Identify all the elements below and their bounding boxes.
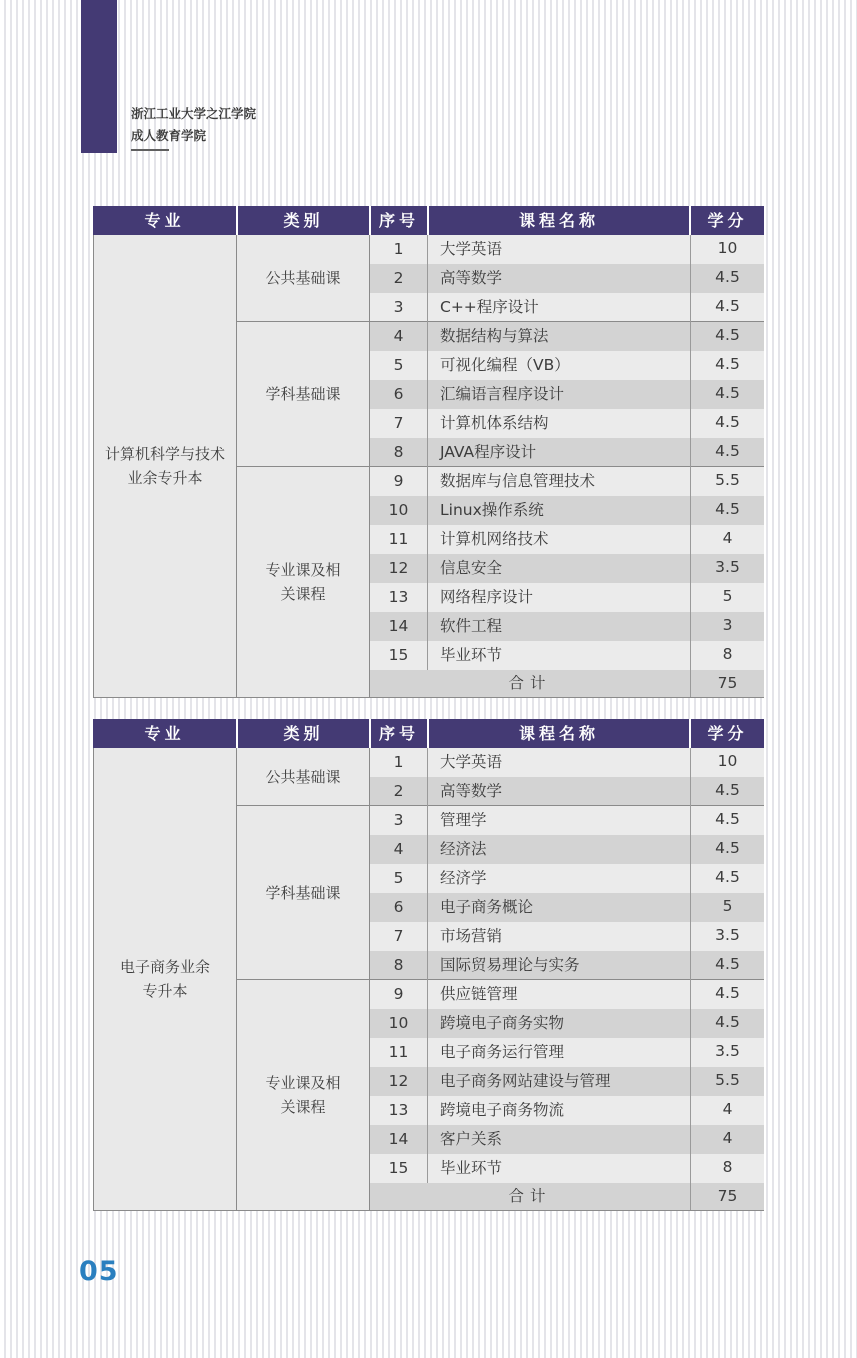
course-name: 经济学 — [440, 869, 487, 887]
course-credit: 8 — [690, 641, 764, 670]
total-credit: 75 — [690, 670, 764, 697]
category-cell — [237, 235, 370, 322]
course-number: 12 — [370, 1067, 428, 1096]
table-body — [93, 235, 764, 698]
category-name-line: 关课程 — [280, 1098, 326, 1116]
header-category: 类别 — [283, 211, 324, 230]
table-row — [370, 525, 764, 554]
major-name-line: 电子商务业余 — [119, 958, 210, 976]
table-row — [370, 409, 764, 438]
course-credit: 3.5 — [690, 554, 764, 583]
course-credit: 4.5 — [690, 835, 764, 864]
course-name: 大学英语 — [440, 240, 503, 258]
major-text — [120, 955, 210, 1003]
course-credit: 10 — [690, 235, 764, 264]
course-credit: 10 — [690, 748, 764, 777]
header-major: 专业 — [144, 724, 185, 743]
course-credit: 3 — [690, 612, 764, 641]
college-name: 成人教育学院 — [131, 128, 207, 143]
header-course: 课程名称 — [518, 211, 599, 230]
course-number: 1 — [370, 748, 428, 777]
category-name-line: 公共基础课 — [265, 269, 341, 287]
course-number: 7 — [370, 922, 428, 951]
course-credit: 4 — [690, 1096, 764, 1125]
course-credit: 5.5 — [690, 467, 764, 496]
course-number: 15 — [370, 641, 428, 670]
table-row — [370, 467, 764, 496]
category-name-line: 学科基础课 — [265, 883, 341, 902]
category-cell — [237, 806, 370, 980]
course-credit: 4.5 — [690, 777, 764, 806]
total-label: 合计 — [508, 1187, 552, 1205]
course-name: JAVA程序设计 — [440, 443, 537, 461]
course-table-2 — [93, 719, 764, 1211]
table-row — [370, 235, 764, 264]
course-number: 1 — [370, 235, 428, 264]
course-credit: 4.5 — [690, 496, 764, 525]
header-major: 专业 — [144, 211, 185, 230]
table-row — [370, 322, 764, 351]
course-name: C++程序设计 — [440, 298, 539, 316]
course-credit: 4.5 — [690, 806, 764, 835]
table-row — [370, 980, 764, 1009]
category-text — [265, 558, 340, 606]
course-name: 经济法 — [440, 840, 487, 858]
course-number: 11 — [370, 525, 428, 554]
course-credit: 8 — [690, 1154, 764, 1183]
table-row — [370, 1038, 764, 1067]
course-name: 跨境电子商务物流 — [440, 1101, 565, 1119]
course-number: 13 — [370, 583, 428, 612]
table-body — [93, 748, 764, 1211]
course-credit: 4.5 — [690, 438, 764, 467]
major-cell — [94, 235, 237, 697]
header-rule — [131, 149, 169, 151]
course-name: 管理学 — [440, 811, 487, 829]
category-name-line: 专业课及相 — [265, 561, 341, 579]
header-credit: 学分 — [707, 724, 748, 743]
course-name: 国际贸易理论与实务 — [440, 956, 580, 974]
table-row — [370, 1096, 764, 1125]
table-row — [370, 748, 764, 777]
course-number: 12 — [370, 554, 428, 583]
table-row — [370, 264, 764, 293]
course-credit: 4.5 — [690, 864, 764, 893]
course-credit: 3.5 — [690, 922, 764, 951]
course-number: 13 — [370, 1096, 428, 1125]
course-name: 电子商务运行管理 — [440, 1043, 565, 1061]
category-name-line: 学科基础课 — [265, 385, 341, 403]
course-number: 10 — [370, 1009, 428, 1038]
table-row — [370, 922, 764, 951]
course-name: 数据结构与算法 — [440, 327, 549, 345]
course-credit: 3.5 — [690, 1038, 764, 1067]
course-credit: 4.5 — [690, 1009, 764, 1038]
header-credit: 学分 — [707, 211, 748, 230]
course-name: 市场营销 — [440, 927, 503, 945]
major-name-line: 专升本 — [142, 982, 188, 1000]
course-name: 供应链管理 — [440, 985, 518, 1003]
course-number: 4 — [370, 322, 428, 351]
course-number: 15 — [370, 1154, 428, 1183]
course-number: 11 — [370, 1038, 428, 1067]
course-name: 毕业环节 — [440, 646, 503, 664]
course-credit: 4.5 — [690, 264, 764, 293]
table-row — [370, 380, 764, 409]
category-text — [265, 1071, 340, 1119]
table-row — [370, 554, 764, 583]
table-row — [370, 951, 764, 980]
course-number: 2 — [370, 264, 428, 293]
table-row — [370, 835, 764, 864]
course-name: 毕业环节 — [440, 1159, 503, 1177]
category-text — [265, 382, 340, 406]
category-text — [265, 765, 340, 789]
total-label: 合计 — [508, 674, 552, 692]
major-text — [105, 442, 225, 490]
course-credit: 4 — [690, 525, 764, 554]
table-row — [370, 1125, 764, 1154]
course-credit: 4.5 — [690, 951, 764, 980]
total-credit: 75 — [690, 1183, 764, 1210]
category-cell — [237, 748, 370, 806]
course-credit: 4.5 — [690, 293, 764, 322]
table-row — [370, 438, 764, 467]
page-number: 05 — [79, 1256, 119, 1287]
header-side-bar — [81, 0, 117, 153]
course-number: 8 — [370, 951, 428, 980]
course-name: 网络程序设计 — [440, 588, 534, 606]
table-row — [370, 351, 764, 380]
course-credit: 5 — [690, 893, 764, 922]
course-number: 6 — [370, 380, 428, 409]
school-name: 浙江工业大学之江学院 — [131, 106, 257, 121]
course-number: 4 — [370, 835, 428, 864]
course-name: 高等数学 — [440, 269, 503, 287]
header-no: 序号 — [378, 724, 419, 743]
total-row — [370, 1183, 764, 1210]
course-name: 可视化编程（VB） — [440, 356, 570, 374]
course-name: 信息安全 — [440, 559, 503, 577]
course-number: 3 — [370, 806, 428, 835]
course-name: 大学英语 — [440, 753, 503, 771]
course-number: 6 — [370, 893, 428, 922]
course-number: 2 — [370, 777, 428, 806]
table-row — [370, 1009, 764, 1038]
course-name: 计算机体系结构 — [440, 414, 549, 432]
table-row — [370, 777, 764, 806]
course-table-1 — [93, 206, 764, 698]
course-number: 9 — [370, 467, 428, 496]
table-row — [370, 612, 764, 641]
course-name: Linux操作系统 — [440, 501, 544, 519]
header-category: 类别 — [283, 724, 324, 743]
header-course: 课程名称 — [518, 724, 599, 743]
course-name: 电子商务网站建设与管理 — [440, 1072, 611, 1090]
course-number: 3 — [370, 293, 428, 322]
category-name-line: 专业课及相 — [265, 1074, 341, 1092]
course-number: 9 — [370, 980, 428, 1009]
course-number: 5 — [370, 864, 428, 893]
course-number: 7 — [370, 409, 428, 438]
major-name-line: 计算机科学与技术 — [104, 445, 225, 463]
course-name: 电子商务概论 — [440, 898, 534, 916]
course-name: 汇编语言程序设计 — [440, 385, 565, 403]
table-row — [370, 293, 764, 322]
course-credit: 5.5 — [690, 1067, 764, 1096]
course-credit: 4 — [690, 1125, 764, 1154]
table-row — [370, 893, 764, 922]
category-text — [265, 266, 340, 290]
course-name: 软件工程 — [440, 617, 503, 635]
course-credit: 4.5 — [690, 322, 764, 351]
total-row — [370, 670, 764, 697]
table-row — [370, 806, 764, 835]
table-row — [370, 1067, 764, 1096]
course-credit: 5 — [690, 583, 764, 612]
course-name: 高等数学 — [440, 782, 503, 800]
category-cell — [237, 980, 370, 1210]
course-credit: 4.5 — [690, 980, 764, 1009]
category-text — [265, 881, 340, 905]
table-row — [370, 641, 764, 670]
course-number: 10 — [370, 496, 428, 525]
course-number: 8 — [370, 438, 428, 467]
course-number: 14 — [370, 612, 428, 641]
course-name: 数据库与信息管理技术 — [440, 472, 596, 490]
course-name: 跨境电子商务实物 — [440, 1014, 565, 1032]
category-cell — [237, 467, 370, 697]
table-row — [370, 496, 764, 525]
course-number: 14 — [370, 1125, 428, 1154]
table-header — [93, 719, 764, 748]
course-credit: 4.5 — [690, 409, 764, 438]
header-no: 序号 — [378, 211, 419, 230]
table-header — [93, 206, 764, 235]
course-credit: 4.5 — [690, 380, 764, 409]
course-name: 计算机网络技术 — [440, 530, 549, 548]
table-row — [370, 864, 764, 893]
category-name-line: 关课程 — [280, 585, 326, 603]
table-row — [370, 583, 764, 612]
category-name-line: 公共基础课 — [265, 767, 341, 786]
course-number: 5 — [370, 351, 428, 380]
course-name: 客户关系 — [440, 1130, 503, 1148]
course-credit: 4.5 — [690, 351, 764, 380]
major-name-line: 业余专升本 — [127, 469, 203, 487]
major-cell — [94, 748, 237, 1210]
category-cell — [237, 322, 370, 467]
table-row — [370, 1154, 764, 1183]
